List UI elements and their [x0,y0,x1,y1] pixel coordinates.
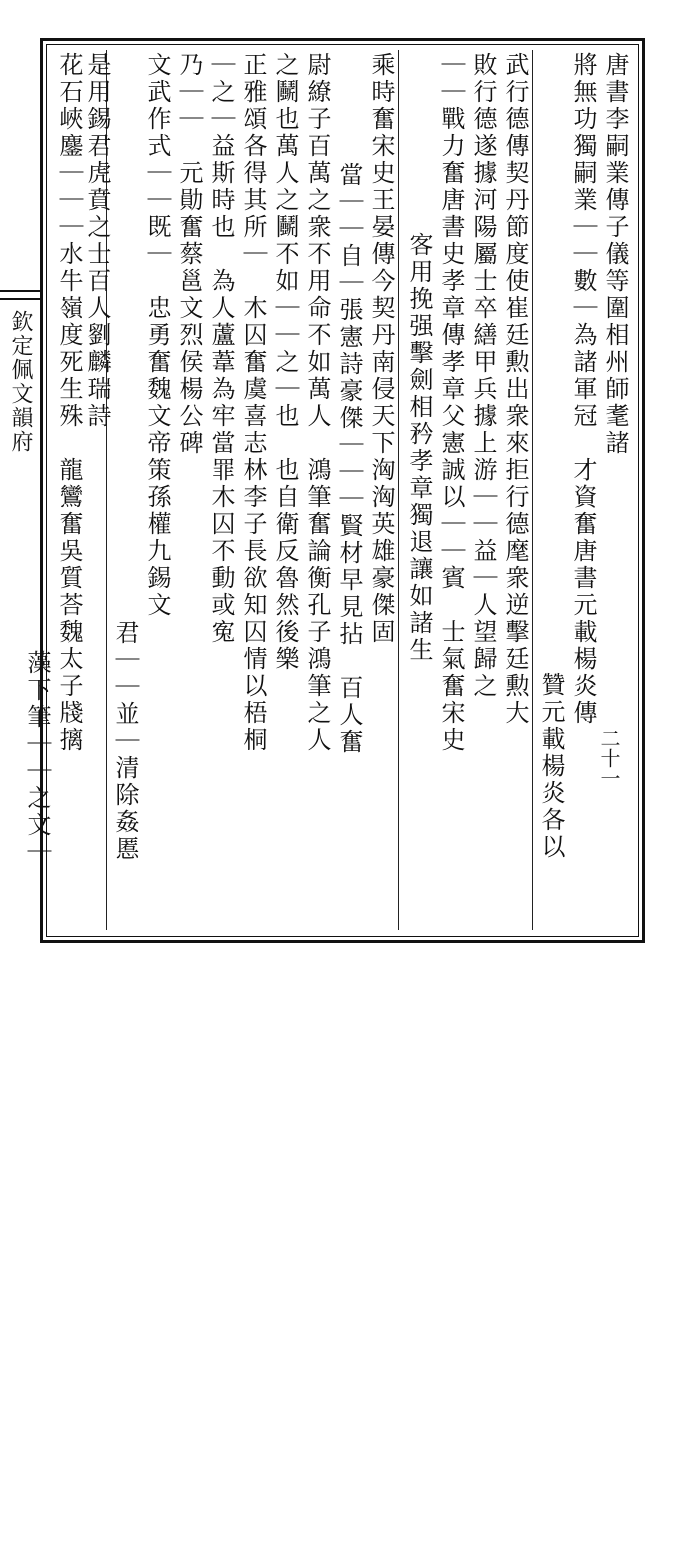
column-rule [398,50,399,930]
text-column: 君｜｜並｜清除姦慝 [111,620,139,863]
text-column: 正雅頌各得其所｜ 木囚奮虞喜志林李子長欲知囚情以梧桐 [239,52,267,754]
fish-tail-mark [0,290,40,300]
text-column: 之鬭也萬人之鬭不如｜｜之｜也 也自衛反魯然後樂 [271,52,299,673]
text-column: 將無功獨嗣業｜｜數｜為諸軍冠 才資奮唐書元載楊炎傳 [569,52,597,727]
page-number: 二十一 [597,728,621,788]
text-column: 尉繚子百萬之衆不用命不如萬人 鴻筆奮論衡孔子鴻筆之人 [303,52,331,754]
text-column: ｜｜戰力奮唐書史孝章傳孝章父憲誠以｜｜賓 士氣奮宋史 [437,52,465,754]
text-column: 乘時奮宋史王晏傳今契丹南侵天下洶洶英雄豪傑固 [367,52,395,646]
text-column: 贊元載楊炎各以 [537,672,565,861]
text-column: 藻下筆｜｜之文｜ [23,650,51,866]
text-column: 是用錫君虎賁之士百人劉麟瑞詩 [83,52,111,430]
text-column: 武行德傳契丹節度使崔廷勲出衆來拒行德麾衆逆擊廷勲大 [501,52,529,727]
text-column: 花石峽鏖｜｜｜水牛嶺度死生殊 龍鸞奮吳質荅魏太子牋摛 [55,52,83,754]
text-column: 敗行德遂據河陽屬士卒繕甲兵據上游｜｜益｜人望歸之 [469,52,497,700]
text-column: 唐書李嗣業傳子儀等圍相州師耄諸 [601,52,629,457]
text-column: 當｜｜自｜張憲詩豪傑｜｜｜賢材早見拈 百人奮 [335,162,363,756]
text-column: ｜之｜益斯時也 為人蘆葦為牢當罪木囚不動或寃 [207,52,235,646]
text-column: 客用挽强擊劍相矜孝章獨退讓如諸生 [405,232,433,664]
column-rule [532,50,533,930]
text-column: 文武作式｜｜既｜ 忠勇奮魏文帝策孫權九錫文 [143,52,171,619]
fold-margin [0,290,40,670]
book-title: 欽定佩文韻府 [8,310,33,454]
text-column: 乃｜｜ 元勛奮蔡邕文烈侯楊公碑 [175,52,203,457]
